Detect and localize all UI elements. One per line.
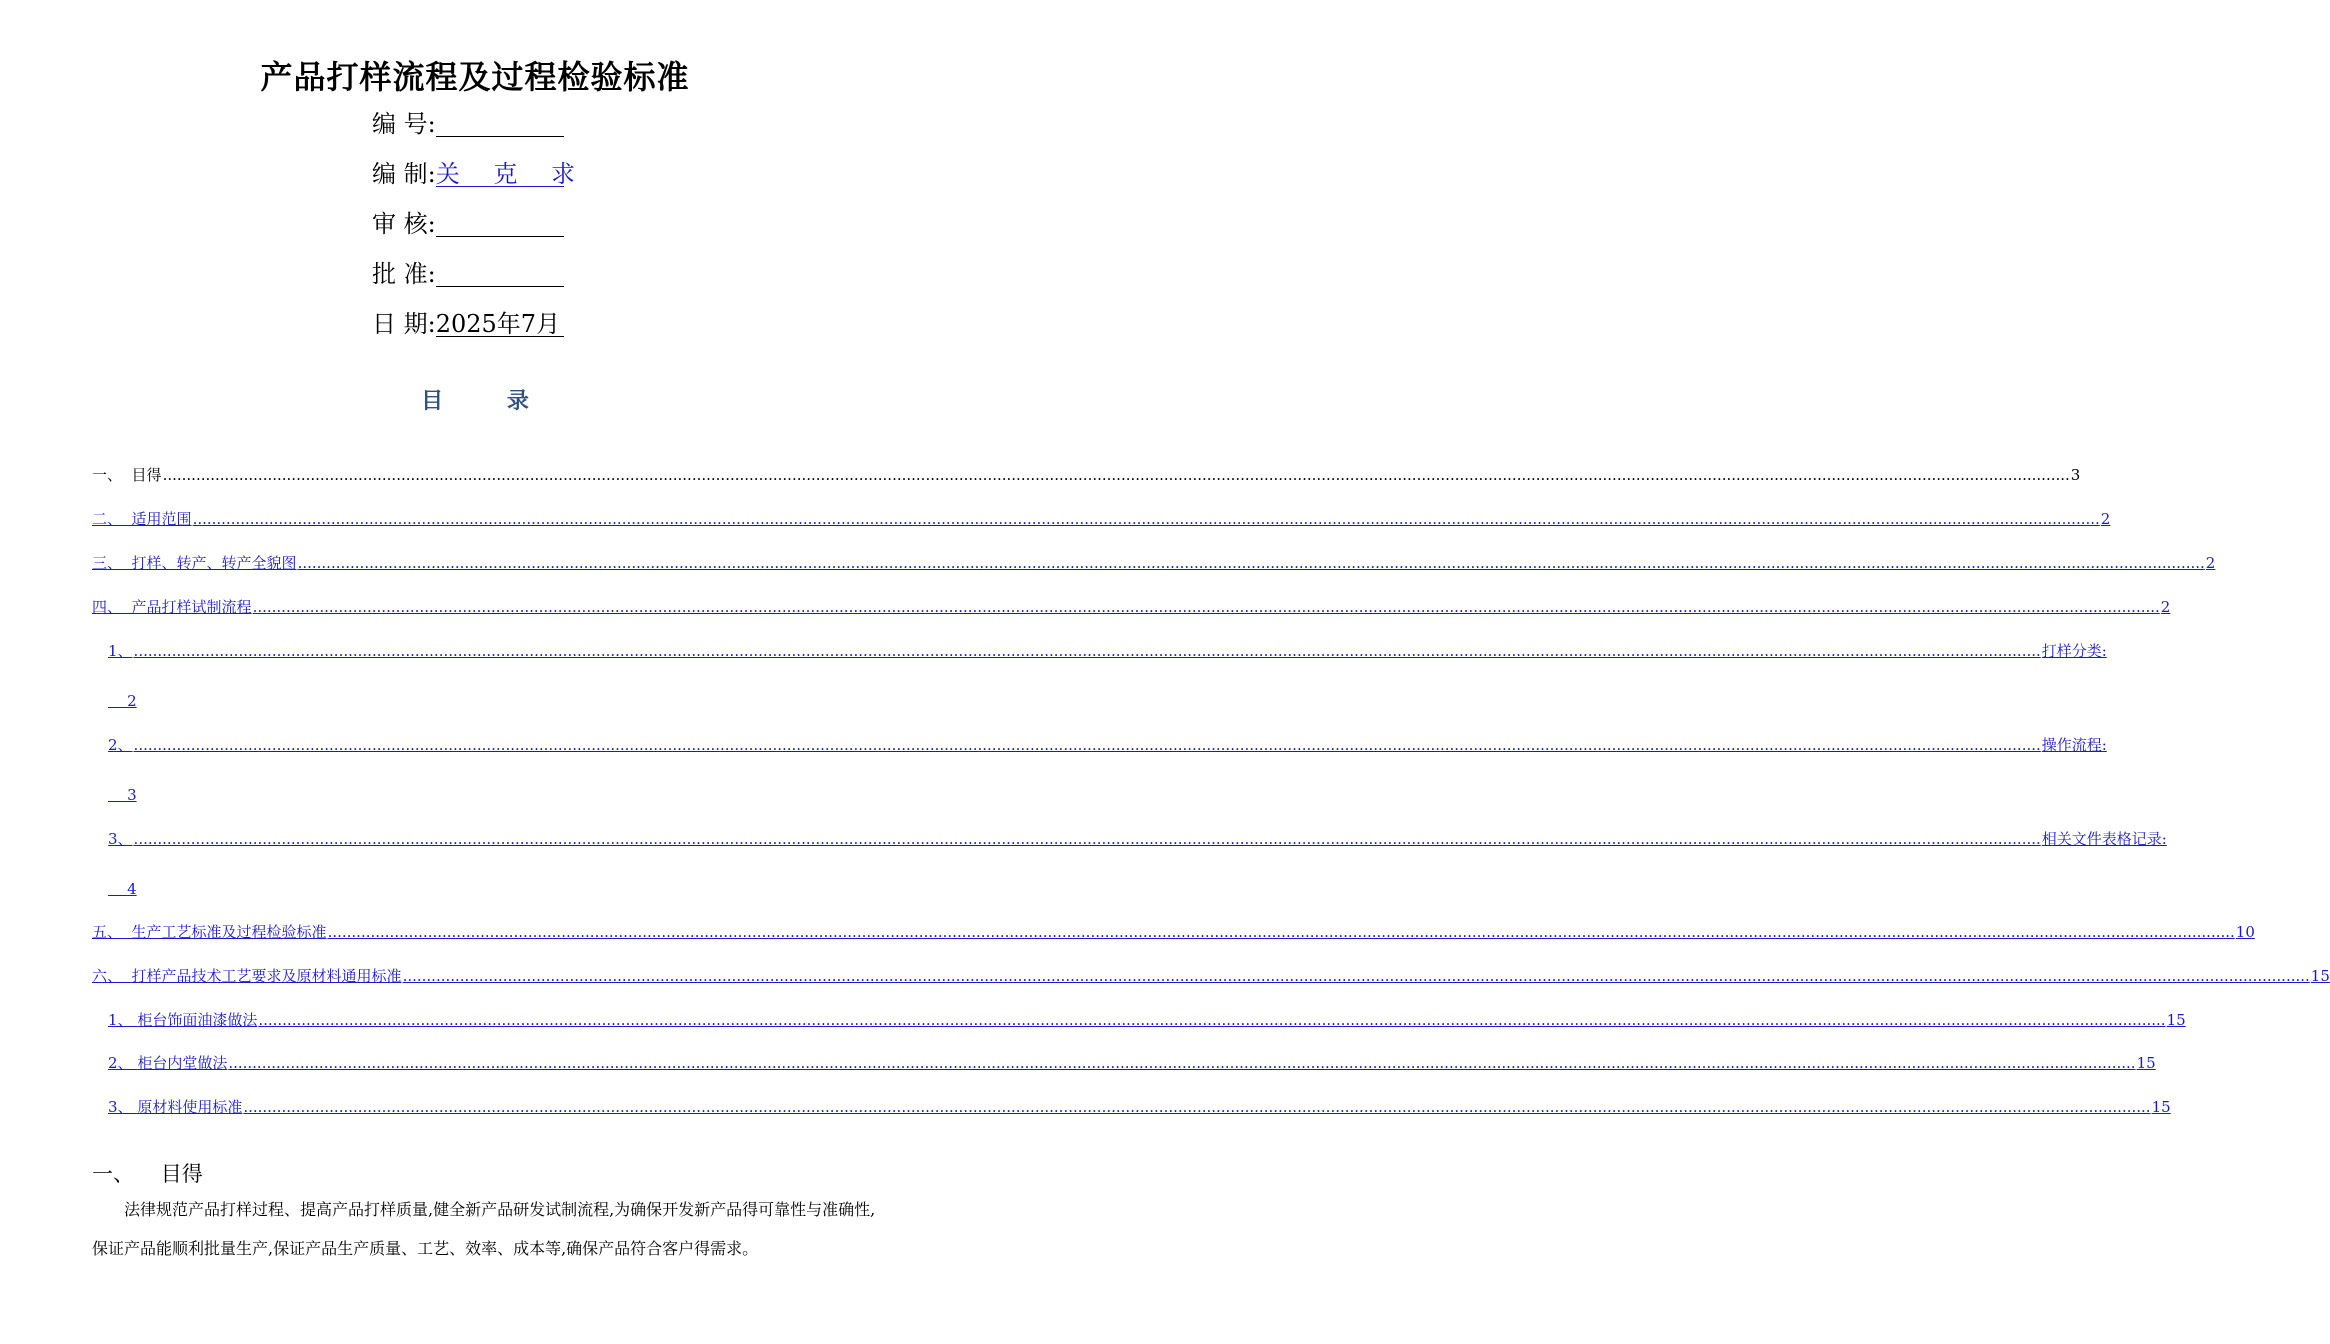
toc-entry-page: 3: [127, 786, 137, 804]
toc-entry-page: 3: [2070, 466, 2081, 484]
toc-entry-page: 2: [2205, 554, 2216, 572]
toc-entry[interactable]: [92, 464, 2081, 486]
toc-leader-dots: ................................................................................................................................................................................................................................................................................................................................................................................................................: [258, 1011, 2166, 1029]
toc-leader-dots: ................................................................................................................................................................................................................................................................................................................................................................................................................: [133, 830, 2041, 848]
toc-leader-dots: ................................................................................................................................................................................................................................................................................................................................................................................................................: [133, 736, 2041, 754]
toc-entry-page-wrapped[interactable]: [108, 690, 137, 712]
toc-entry-number: 1、: [108, 1011, 138, 1029]
toc-entry-page: 15: [2136, 1054, 2156, 1072]
toc-leader-dots: ................................................................................................................................................................................................................................................................................................................................................................................................................: [297, 554, 2205, 572]
section-title: 目得: [160, 1162, 203, 1186]
toc-entry-text: 生产工艺标准及过程检验标准: [131, 923, 327, 941]
meta-row-date: [372, 308, 564, 340]
toc-leader-dots: ................................................................................................................................................................................................................................................................................................................................................................................................................: [162, 466, 2070, 484]
meta-label: 编 号:: [372, 110, 436, 138]
meta-label: 批 准:: [372, 260, 436, 288]
toc-leader-dots: ................................................................................................................................................................................................................................................................................................................................................................................................................: [228, 1054, 2136, 1072]
document-title: 产品打样流程及过程检验标准: [260, 58, 690, 96]
toc-entry-number: 四、: [92, 598, 132, 616]
toc-entry-number: 三、: [92, 554, 132, 572]
toc-entry-page: 4: [127, 880, 137, 898]
toc-leader-dots: ................................................................................................................................................................................................................................................................................................................................................................................................................: [192, 510, 2100, 528]
toc-entry[interactable]: [108, 1009, 2186, 1031]
toc-entry-number: 2、: [108, 736, 133, 754]
toc-entry-page: 2: [2100, 510, 2111, 528]
toc-entry-page-wrapped[interactable]: [108, 878, 137, 900]
toc-entry[interactable]: [108, 1052, 2156, 1074]
meta-label: 编 制:: [372, 160, 436, 188]
toc-entry-number: 五、: [92, 923, 132, 941]
toc-entry-text: 打样、转产、转产全貌图: [131, 554, 297, 572]
section-heading: [92, 1158, 203, 1188]
toc-page-pad: [108, 786, 127, 804]
toc-entry-text: 操作流程:: [2041, 736, 2107, 754]
toc-entry[interactable]: [108, 734, 2107, 756]
toc-entry[interactable]: [92, 965, 2330, 987]
toc-entry-page: 15: [2310, 967, 2330, 985]
toc-entry[interactable]: [92, 596, 2171, 618]
toc-entry-number: 3、: [108, 830, 133, 848]
toc-entry-text: 柜台饰面油漆做法: [137, 1011, 258, 1029]
toc-entry-text: 适用范围: [131, 510, 192, 528]
toc-leader-dots: ................................................................................................................................................................................................................................................................................................................................................................................................................: [133, 642, 2041, 660]
toc-leader-dots: ................................................................................................................................................................................................................................................................................................................................................................................................................: [327, 923, 2235, 941]
body-paragraph: 法律规范产品打样过程、提高产品打样质量,健全新产品研发试制流程,为确保开发新产品得可靠性与准确性,保证产品能顺利批量生产,保证产品生产质量、工艺、效率、成本等,确保产品符合客户得需求。: [92, 1200, 876, 1258]
meta-row-compiler: [372, 158, 588, 190]
toc-entry[interactable]: [108, 828, 2167, 850]
toc-entry-number: 2、: [108, 1054, 138, 1072]
toc-entry-text: 打样产品技术工艺要求及原材料通用标准: [131, 967, 402, 985]
toc-page-pad: [108, 692, 127, 710]
meta-row-number: [372, 108, 564, 140]
toc-leader-dots: ................................................................................................................................................................................................................................................................................................................................................................................................................: [243, 1098, 2151, 1116]
toc-entry-page-wrapped[interactable]: [108, 784, 137, 806]
meta-value-compiler[interactable]: 关 克 求: [435, 160, 588, 188]
toc-entry-text: 目得: [131, 466, 162, 484]
toc-entry-number: 二、: [92, 510, 132, 528]
toc-entry[interactable]: [108, 640, 2107, 662]
toc-entry-page: 15: [2151, 1098, 2171, 1116]
meta-label: 审 核:: [372, 210, 436, 238]
toc-entry[interactable]: [92, 921, 2255, 943]
meta-value-date[interactable]: 2025年7月: [436, 308, 564, 337]
meta-row-reviewer: [372, 208, 564, 240]
toc-entry-page: 15: [2166, 1011, 2186, 1029]
toc-entry-text: 柜台内堂做法: [137, 1054, 228, 1072]
toc-entry-page: 10: [2235, 923, 2255, 941]
toc-page-pad: [108, 880, 127, 898]
toc-entry-number: 六、: [92, 967, 132, 985]
toc-entry-page: 2: [127, 692, 137, 710]
toc-entry-number: 3、: [108, 1098, 138, 1116]
toc-entry-text: 相关文件表格记录:: [2041, 830, 2167, 848]
meta-value-reviewer[interactable]: [436, 208, 564, 237]
meta-value-approver[interactable]: [436, 258, 564, 287]
toc-leader-dots: ................................................................................................................................................................................................................................................................................................................................................................................................................: [252, 598, 2160, 616]
meta-row-approver: [372, 258, 564, 290]
toc-entry[interactable]: [108, 1096, 2171, 1118]
toc-entry[interactable]: [92, 508, 2111, 530]
toc-entry[interactable]: [92, 552, 2216, 574]
meta-label: 日 期:: [372, 310, 436, 338]
toc-leader-dots: ................................................................................................................................................................................................................................................................................................................................................................................................................: [402, 967, 2310, 985]
toc-entry-number: 1、: [108, 642, 133, 660]
section-number: 一、: [92, 1162, 134, 1186]
toc-entry-number: 一、: [92, 466, 132, 484]
toc-title: 目 录: [421, 388, 557, 414]
toc-entry-text: 打样分类:: [2041, 642, 2107, 660]
toc-entry-text: 原材料使用标准: [137, 1098, 243, 1116]
toc-entry-page: 2: [2160, 598, 2171, 616]
meta-value-number[interactable]: [436, 108, 564, 137]
toc-entry-text: 产品打样试制流程: [131, 598, 252, 616]
